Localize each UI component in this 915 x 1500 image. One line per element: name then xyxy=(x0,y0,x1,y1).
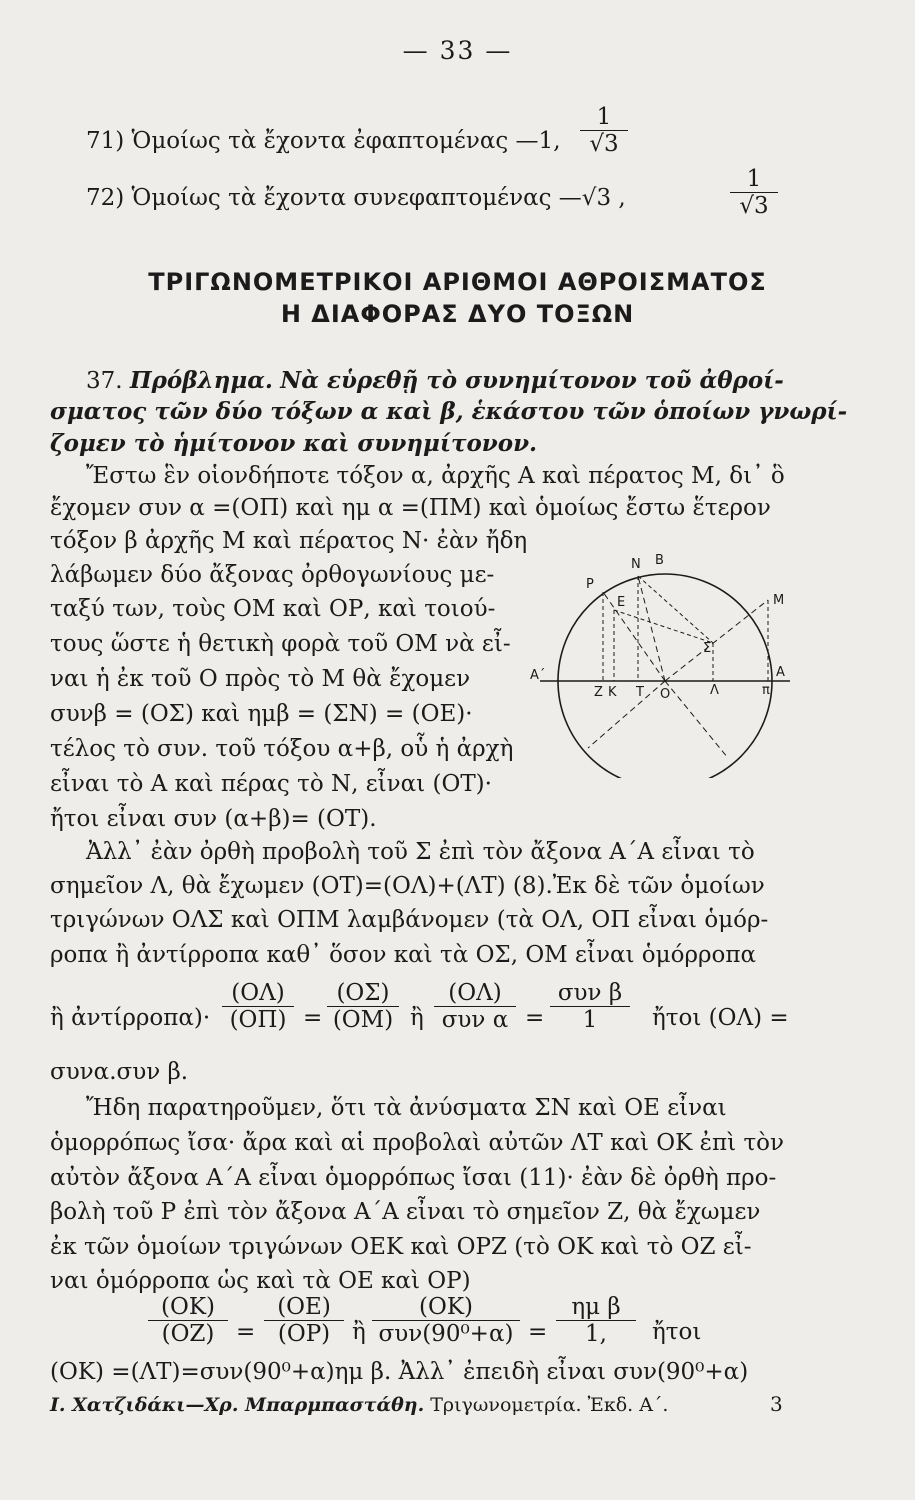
eq2-fraction-1: (ΟΚ) (ΟΖ) xyxy=(148,1294,228,1347)
footer-title: Τριγωνομετρία. Ἐκδ. Α΄. xyxy=(430,1394,669,1416)
eq1-or: ἢ xyxy=(410,1005,424,1031)
label-K: K xyxy=(608,685,617,700)
body2-line: ναι ὁμόρροπα ὡς καὶ τὰ ΟΕ καὶ ΟΡ) xyxy=(50,1268,471,1294)
label-P: P xyxy=(586,577,594,592)
label-M: M xyxy=(773,593,785,608)
problem-number: 37. xyxy=(86,368,123,394)
exercise-71: 71) Ὁμοίως τὰ ἔχοντα ἐφαπτομένας —1, xyxy=(86,128,561,154)
unit-circle-diagram xyxy=(528,548,798,778)
label-Z: Z xyxy=(594,685,603,700)
label-Lambda: Λ xyxy=(710,683,719,698)
label-Sigma: Σ xyxy=(703,641,712,656)
radius-OM xyxy=(665,600,768,681)
eq1-fraction-2: (ΟΣ) (ΟΜ) xyxy=(327,980,399,1033)
eq1-equals-2: = xyxy=(525,1005,545,1031)
label-N: N xyxy=(631,557,641,572)
body-line: ἤτοι εἶναι συν (α+β)= (ΟΤ). xyxy=(50,806,377,832)
footer xyxy=(50,1394,668,1416)
radius-ON xyxy=(638,576,665,681)
body-line: τριγώνων ΟΛΣ καὶ ΟΠΜ λαμβάνομεν (τὰ ΟΛ, ΟΠ εἶναι ὁμόρ- xyxy=(50,907,769,933)
problem-label: Πρόβλημα. xyxy=(129,367,273,394)
eq1-tail: ἤτοι (ΟΛ) = xyxy=(652,1005,789,1031)
eq1-fraction-1: (ΟΛ) (ΟΠ) xyxy=(222,980,294,1033)
eq1-fraction-3: (ΟΛ) συν α xyxy=(434,980,516,1033)
body-line: τέλος τὸ συν. τοῦ τόξου α+β, οὗ ἡ ἀρχὴ xyxy=(50,736,514,762)
body-line: συνβ = (ΟΣ) καὶ ημβ = (ΣΝ) = (ΟΕ)· xyxy=(50,701,473,727)
label-E: E xyxy=(617,595,626,610)
body-line: τους ὥστε ἡ θετικὴ φορὰ τοῦ ΟΜ νὰ εἶ- xyxy=(50,631,511,657)
body-line: ταξύ των, τοὺς ΟΜ καὶ ΟΡ, καὶ τοιού- xyxy=(50,596,496,622)
body2-line: ἐκ τῶν ὁμοίων τριγώνων ΟΕΚ καὶ ΟΡΖ (τὸ ΟΚ καὶ τὸ ΟΖ εἶ- xyxy=(50,1234,752,1260)
eq2-tail: ἤτοι xyxy=(652,1319,702,1345)
body-line: Ἀλλ᾿ ἐὰν ὀρθὴ προβολὴ τοῦ Σ ἐπὶ τὸν ἄξονα Α΄Α εἶναι τὸ xyxy=(86,839,755,865)
body2-line: Ἤδη παρατηροῦμεν, ὅτι τὰ ἀνύσματα ΣΝ καὶ ΟΕ εἶναι xyxy=(86,1095,727,1121)
body-line: τόξον β ἀρχῆς Μ καὶ πέρατος Ν· ἐὰν ἤδη xyxy=(50,528,528,554)
body-line: λάβωμεν δύο ἄξονας ὀρθογωνίους με- xyxy=(50,562,495,588)
radius-OP xyxy=(603,592,665,681)
body-line: Ἔστω ἓν οἱονδήποτε τόξον α, ἀρχῆς Α καὶ πέρατος Μ, δι᾿ ὃ xyxy=(86,463,785,489)
fraction-71: 1 √3 xyxy=(580,104,628,157)
exercise-72: 72) Ὁμοίως τὰ ἔχοντα συνεφαπτομένας —√3 , xyxy=(86,185,626,211)
section-heading-line1: ΤΡΙΓΩΝΟΜΕΤΡΙΚΟΙ ΑΡΙΘΜΟΙ ΑΘΡΟΙΣΜΑΤΟΣ xyxy=(148,268,767,296)
label-A-prime: A΄ xyxy=(530,668,546,683)
body2-line: ὁμορρόπως ἴσα· ἄρα καὶ αἱ προβολαὶ αὐτῶν ΛΤ καὶ ΟΚ ἐπὶ τὸν xyxy=(50,1130,785,1156)
problem-statement-2: σματος τῶν δύο τόξων α καὶ β, ἑκάστου τῶν ὁποίων γνωρί- xyxy=(50,398,848,425)
eq2-fraction-2: (ΟΕ) (ΟΡ) xyxy=(264,1294,344,1347)
eq2-equals-2: = xyxy=(528,1319,548,1345)
body-line: ναι ἡ ἐκ τοῦ Ο πρὸς τὸ Μ θὰ ἔχομεν xyxy=(50,666,471,692)
page-number: — 33 — xyxy=(402,36,513,65)
label-B: B xyxy=(655,553,664,568)
label-A: A xyxy=(776,665,785,680)
eq1-fraction-4: συν β 1 xyxy=(550,980,630,1033)
problem-statement-1: Νὰ εὑρεθῇ τὸ συνημίτονον τοῦ ἀθροί- xyxy=(280,367,784,394)
section-heading-line2: Η ΔΙΑΦΟΡΑΣ ΔΥΟ ΤΟΞΩΝ xyxy=(280,300,635,328)
footer-sheet-number: 3 xyxy=(770,1392,783,1416)
eq1-lead: ἢ ἀντίρροπα)· xyxy=(50,1005,211,1031)
eq2-equals-1: = xyxy=(236,1319,256,1345)
last-line: (ΟΚ) =(ΛΤ)=συν(90⁰+α)ημ β. Ἀλλ᾿ ἐπειδὴ εἶναι συν(90⁰+α) xyxy=(50,1359,749,1385)
label-T: T xyxy=(636,685,644,700)
eq2-fraction-4: ημ β 1, xyxy=(556,1294,636,1347)
label-Pi: π xyxy=(762,683,770,698)
fraction-72: 1 √3 xyxy=(730,166,778,219)
body2-line: βολὴ τοῦ Ρ ἐπὶ τὸν ἄξονα Α΄Α εἶναι τὸ σημεῖον Ζ, θὰ ἔχωμεν xyxy=(50,1199,761,1225)
eq1-equals-1: = xyxy=(303,1005,323,1031)
segment-ES xyxy=(614,610,713,643)
label-O: O xyxy=(660,687,671,702)
problem-line1 xyxy=(86,367,784,395)
segment-NS xyxy=(638,576,713,643)
eq2-fraction-3: (ΟΚ) συν(90⁰+α) xyxy=(372,1294,520,1347)
body-line: ἔχομεν συν α =(ΟΠ) καὶ ημ α =(ΠΜ) καὶ ὁμοίως ἔστω ἕτερον xyxy=(50,495,771,521)
body-line: σημεῖον Λ, θὰ ἔχωμεν (ΟΤ)=(ΟΛ)+(ΛΤ) (8).Ἐκ δὲ τῶν ὁμοίων xyxy=(50,873,765,899)
problem-statement-3: ζομεν τὸ ἡμίτονον καὶ συνημίτονον. xyxy=(50,430,538,457)
footer-authors: Ι. Χατζιδάκι—Χρ. Μπαρμπαστάθη. xyxy=(50,1394,425,1416)
eq2-or: ἢ xyxy=(352,1319,366,1345)
body-line: εἶναι τὸ Α καὶ πέρας τὸ Ν, εἶναι (ΟΤ)· xyxy=(50,771,492,797)
circle xyxy=(558,574,772,778)
body-line: ροπα ἢ ἀντίρροπα καθ᾿ ὅσον καὶ τὰ ΟΣ, ΟΜ εἶναι ὁμόρροπα xyxy=(50,942,756,968)
body2-line: αὐτὸν ἄξονα Α΄Α εἶναι ὁμορρόπως ἴσαι (11)· ἐὰν δὲ ὀρθὴ προ- xyxy=(50,1165,777,1191)
eq1-continuation: συνα.συν β. xyxy=(50,1059,189,1085)
